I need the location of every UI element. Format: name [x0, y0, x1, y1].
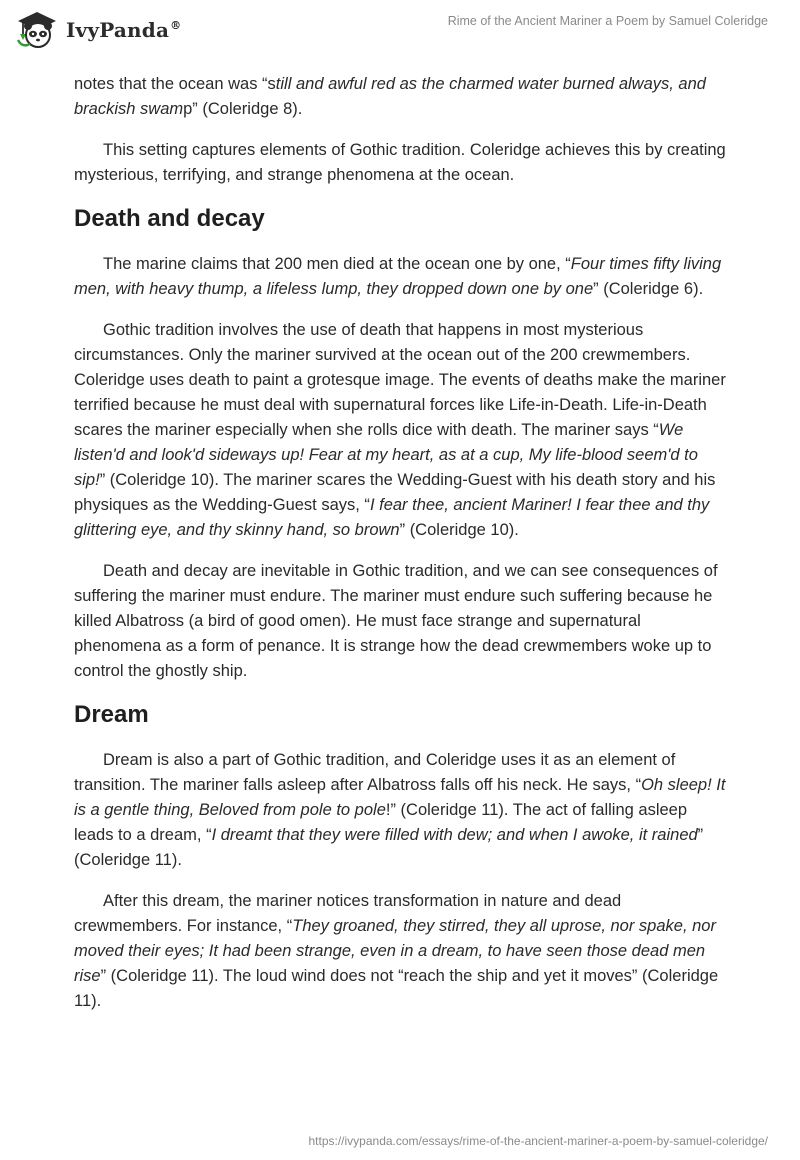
- quote-text: I fear thee, ancient Mariner! I fear thee and thy glittering eye, and thy skinny hand, so brown: [74, 496, 710, 539]
- text-run: ” (Coleridge 6).: [593, 280, 704, 298]
- text-run: ” (Coleridge 10). The mariner scares the Wedding-Guest with his death story and his physiques as the Wedding-Guest says, “: [74, 471, 716, 514]
- essay-content: [74, 72, 730, 1030]
- paragraph: [74, 318, 730, 543]
- logo-wordmark: [66, 18, 181, 42]
- paragraph: [74, 889, 730, 1014]
- quote-text: They groaned, they stirred, they all uprose, nor spake, nor moved their eyes; It had been strange, even in a dream, to have seen those dead men rise: [74, 917, 716, 985]
- registered-mark: ®: [170, 19, 182, 33]
- quote-text: Oh sleep! It is a gentle thing, Beloved from pole to pole: [74, 776, 726, 819]
- document-title: Rime of the Ancient Mariner a Poem by Samuel Coleridge: [447, 14, 768, 28]
- text-run: !” (Coleridge 11). The act of falling asleep leads to a dream, “: [74, 801, 688, 844]
- quote-text: We listen'd and look'd sideways up! Fear at my heart, as at a cup, My life-blood seem'd to sip!: [74, 421, 698, 489]
- text-run: The marine claims that 200 men died at the ocean one by one, “: [103, 255, 571, 273]
- paragraph: [74, 72, 730, 122]
- text-run: Gothic tradition involves the use of death that happens in most mysterious circumstances. Only the mariner survived at the ocean out of the 200 crewmembers. Coleridge uses death to paint a grotesque image. The events of deaths make the mariner terrified because he must deal with supernatural forces like Life-in-Death. Life-in-Death scares the mariner especially when she rolls dice with death. The mariner says “: [74, 321, 726, 439]
- quote-text: Four times fifty living men, with heavy thump, a lifeless lump, they dropped down one by one: [74, 255, 722, 298]
- ivypanda-logo[interactable]: [14, 10, 181, 50]
- panda-logo-icon: [14, 10, 60, 50]
- text-run: p” (Coleridge 8).: [183, 100, 303, 118]
- text-run: Dream is also a part of Gothic tradition, and Coleridge uses it as an element of transition. The mariner falls asleep after Albatross falls off his neck. He says, “: [74, 751, 676, 794]
- logo-name: IvyPanda: [66, 18, 170, 42]
- source-url[interactable]: https://ivypanda.com/essays/rime-of-the-ancient-mariner-a-poem-by-samuel-coleridge/: [308, 1134, 768, 1148]
- paragraph: [74, 748, 730, 873]
- text-run: After this dream, the mariner notices transformation in nature and dead crewmembers. For instance, “: [74, 892, 622, 935]
- text-run: notes that the ocean was “s: [74, 75, 276, 93]
- page-header: [0, 0, 800, 62]
- paragraph: [74, 252, 730, 302]
- quote-text: till and awful red as the charmed water burned always, and brackish swam: [74, 75, 706, 118]
- text-run: ” (Coleridge 11).: [74, 826, 704, 869]
- section-heading-death-and-decay: Death and decay: [74, 205, 265, 232]
- quote-text: I dreamt that they were filled with dew; and when I awoke, it rained: [211, 826, 698, 844]
- section-heading-dream: Dream: [74, 701, 149, 728]
- paragraph: This setting captures elements of Gothic tradition. Coleridge achieves this by creating mysterious, terrifying, and strange phenomena at the ocean.: [74, 141, 726, 184]
- text-run: ” (Coleridge 10).: [399, 521, 519, 539]
- paragraph: Death and decay are inevitable in Gothic tradition, and we can see consequences of suffering the mariner must endure. The mariner must endure such suffering because he killed Albatross (a bird of good omen). He must face strange and supernatural phenomena as a form of penance. It is strange how the dead crewmembers woke up to control the ghostly ship.: [74, 562, 718, 680]
- text-run: ” (Coleridge 11). The loud wind does not “reach the ship and yet it moves” (Coleridge 11).: [74, 967, 719, 1010]
